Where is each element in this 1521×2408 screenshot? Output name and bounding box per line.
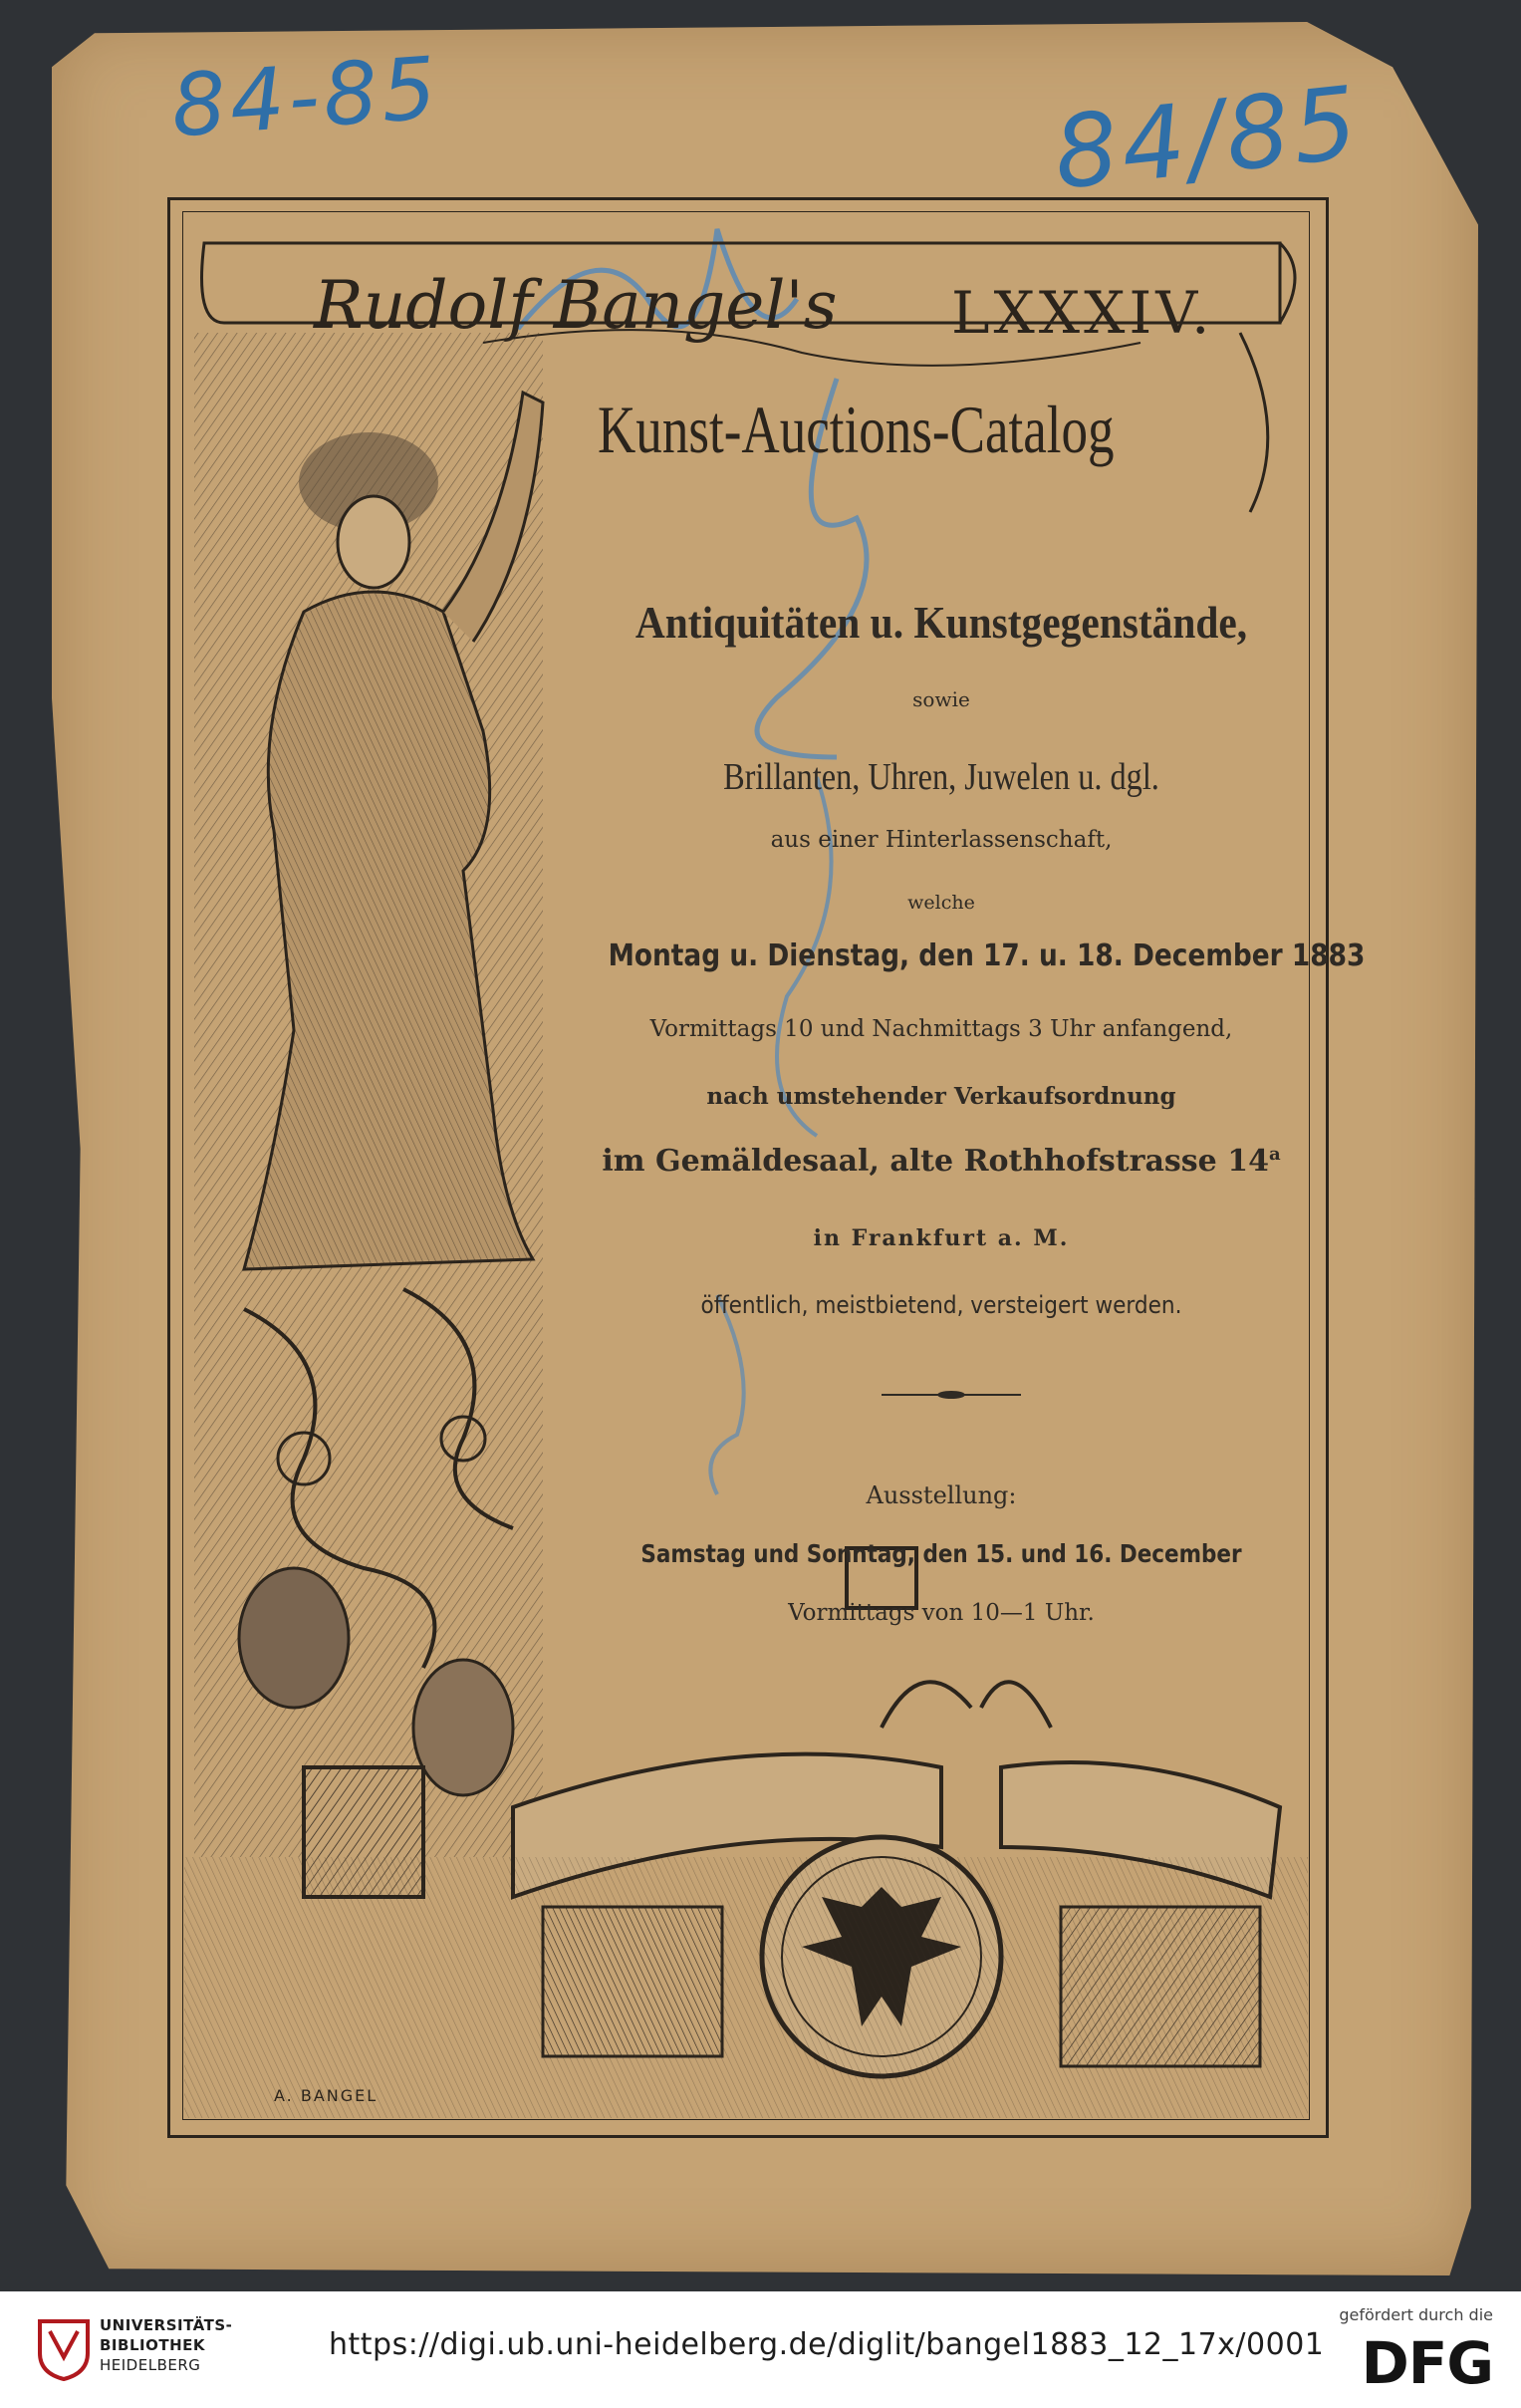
university-library-logo[interactable]: [36, 2317, 92, 2381]
auction-dates: Montag u. Dienstag, den 17. u. 18. December 1883: [608, 938, 1366, 973]
exhibition-title: Ausstellung:: [866, 1481, 1017, 1509]
source-line: aus einer Hinterlassenschaft,: [770, 827, 1113, 853]
exhibition-time: Vormittags von 10—1 Uhr.: [788, 1600, 1095, 1626]
text-welche: welche: [907, 892, 975, 914]
text-sowie: sowie: [912, 687, 970, 711]
handwritten-number-left: 84-85: [167, 38, 444, 157]
venue-superscript: a: [1268, 1144, 1281, 1165]
library-line-2: BIBLIOTHEK: [100, 2336, 205, 2354]
banner-number: LXXXIV.: [951, 279, 1214, 347]
viewer-footer: [0, 2291, 1521, 2408]
public-auction-line: öffentlich, meistbietend, versteigert werden.: [700, 1291, 1182, 1319]
library-name[interactable]: [100, 2315, 232, 2375]
venue: [563, 1144, 1320, 1179]
library-line-3: HEIDELBERG: [100, 2356, 201, 2374]
dfg-logo[interactable]: DFG: [1361, 2329, 1493, 2397]
handwritten-number-right: 84/85: [1048, 64, 1367, 212]
banner-name: Rudolf Bangel's: [314, 267, 838, 344]
dfg-caption: gefördert durch die: [1339, 2305, 1493, 2324]
auction-times: Vormittags 10 und Nachmittags 3 Uhr anfangend,: [649, 1016, 1233, 1042]
items-line: Brillanten, Uhren, Juwelen u. dgl.: [723, 756, 1159, 798]
banner-catalog-title: Kunst-Auctions-Catalog: [598, 392, 1115, 467]
heading: Antiquitäten u. Kunstgegenstände,: [634, 597, 1248, 648]
sale-order: nach umstehender Verkaufsordnung: [706, 1083, 1176, 1110]
exhibition-dates: Samstag und Sonntag, den 15. und 16. December: [640, 1539, 1242, 1568]
divider-ornament: [882, 1385, 1021, 1405]
permalink-url[interactable]: https://digi.ub.uni-heidelberg.de/diglit/bangel1883_12_17x/0001: [329, 2327, 1325, 2362]
artist-signature: A. BANGEL: [274, 2086, 379, 2105]
library-line-1: UNIVERSITÄTS-: [100, 2316, 233, 2334]
city: in Frankfurt a. M.: [813, 1225, 1070, 1251]
venue-text: im Gemäldesaal, alte Rothhofstrasse 14: [602, 1144, 1269, 1179]
